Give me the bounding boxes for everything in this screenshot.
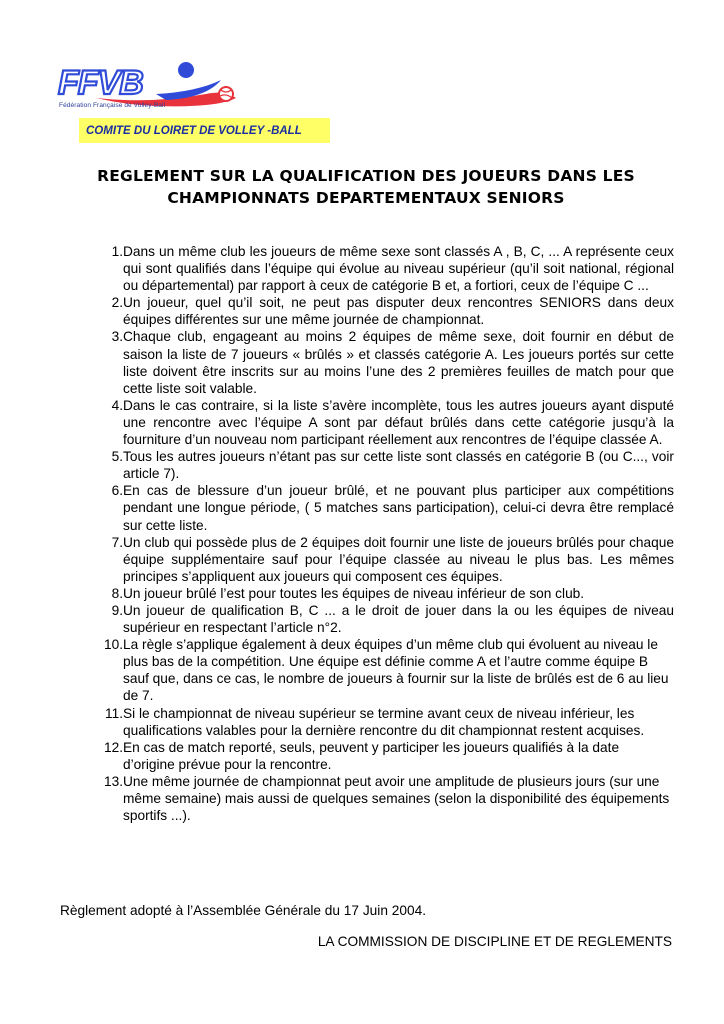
title-line-2: CHAMPIONNATS DEPARTEMENTAUX SENIORS (167, 189, 565, 207)
rule-number: 1. (111, 244, 123, 259)
rule-text: Un joueur de qualification B, C ... a le droit de jouer dans la ou les équipes de niveau supérieur en respectant l’article n°2. (123, 602, 674, 636)
rule-item (96, 636, 674, 704)
rule-number: 6. (111, 483, 123, 499)
rule-item (96, 773, 674, 824)
rule-text: En cas de match reporté, seuls, peuvent y participer les joueurs qualifiés à la date d’origine prévue pour la rencontre. (123, 739, 620, 772)
rule-text: Chaque club, engageant au moins 2 équipes de même sexe, doit fournir en début de saison la liste de 7 joueurs « brûlés » et classés catégorie A. Les joueurs portés sur cette liste doivent être inscrits sur au moins l’une des 2 premières feuilles de match pour que cette liste soit valable. (123, 329, 674, 396)
rule-item (96, 397, 674, 448)
rule-number: 5. (111, 449, 123, 465)
rule-item (96, 243, 674, 294)
rule-text: Dans le cas contraire, si la liste s’avère incomplète, tous les autres joueurs ayant disputé une rencontre avec l’équipe A sont par défaut brûlés dans cette catégorie jusqu’à la fourniture d’un nouveau nom participant réellement aux rencontres de l’équipe classée A. (123, 397, 674, 448)
rule-number: 3. (111, 329, 123, 345)
ffvb-logo-graphic (56, 58, 246, 120)
rule-number: 7. (111, 534, 123, 550)
document-title (60, 165, 672, 209)
title-line-1: REGLEMENT SUR LA QUALIFICATION DES JOUEURS DANS LES (97, 167, 635, 185)
rule-number: 2. (111, 295, 123, 311)
rule-number: 13. (103, 773, 123, 789)
rule-number: 11. (104, 705, 123, 721)
rule-text: La règle s’applique également à deux équipes d’un même club qui évoluent au niveau le plus bas de la compétition. Une équipe est définie comme A et l’autre comme équipe B sauf que, dans ce cas, le nombre de joueurs à fournir sur la liste de brûlés est de 6 au lieu de 7. (123, 637, 669, 704)
rule-item (96, 448, 674, 482)
rule-item (96, 585, 674, 602)
rule-text: En cas de blessure d’un joueur brûlé, et ne pouvant plus participer aux compétitions pendant une longue période, ( 5 matches sans participation), celui-ci devra être remplacé sur cette liste. (123, 483, 674, 533)
rule-text: Tous les autres joueurs n’étant pas sur cette liste sont classés en catégorie B (ou C..., voir article 7). (123, 449, 674, 482)
rule-number: 8. (111, 585, 123, 601)
rule-item (96, 705, 674, 739)
rule-number: 12. (103, 739, 123, 755)
logo-caption: Fédération Française de Volley-Ball (59, 102, 166, 109)
rule-item (96, 739, 674, 773)
rule-text: Dans un même club les joueurs de même sexe sont classés A , B, C, ... A représente ceux qui sont qualifiés dans l’équipe qui évolue au niveau supérieur (qu’il soit national, régional ou départemental) par rapport à ceux de catégorie B et, a fortiori, ceux de l’équipe C ... (123, 244, 674, 294)
rule-text: Si le championnat de niveau supérieur se termine avant ceux de niveau inférieur, les qualifications valables pour la dernière rencontre du dit championnat restent acquises. (123, 705, 645, 738)
rule-text: Un joueur brûlé l’est pour toutes les équipes de niveau inférieur de son club. (123, 585, 585, 601)
ffvb-logo (56, 58, 246, 120)
committee-name: COMITE DU LOIRET DE VOLLEY -BALL (86, 124, 302, 137)
rule-number: 10. (103, 637, 123, 653)
rule-text: Un joueur, quel qu’il soit, ne peut pas disputer deux rencontres SENIORS dans deux équipes différentes sur une même journée de championnat. (123, 295, 674, 328)
rule-item (96, 602, 674, 636)
rule-text: Un club qui possède plus de 2 équipes doit fournir une liste de joueurs brûlés pour chaque équipe supplémentaire sauf pour l’équipe classée au niveau le plus bas. Les mêmes principes s’appliquent aux joueurs qui composent ces équipes. (123, 534, 674, 584)
rule-item (96, 534, 674, 585)
rule-number: 4. (111, 397, 123, 413)
rule-item (96, 482, 674, 533)
adoption-note: Règlement adopté à l’Assemblée Générale du 17 Juin 2004. (60, 903, 427, 918)
svg-text:FFVB: FFVB (58, 64, 143, 102)
rule-item (96, 294, 674, 328)
signature-line: LA COMMISSION DE DISCIPLINE ET DE REGLEMENTS (317, 934, 672, 949)
rule-text: Une même journée de championnat peut avoir une amplitude de plusieurs jours (sur une même semaine) mais aussi de quelques semaines (selon la disponibilité des équipements sportifs ...). (123, 773, 670, 824)
rule-item (96, 328, 674, 396)
committee-banner (79, 118, 330, 143)
rules-list (96, 243, 674, 824)
rule-number: 9. (111, 602, 123, 618)
